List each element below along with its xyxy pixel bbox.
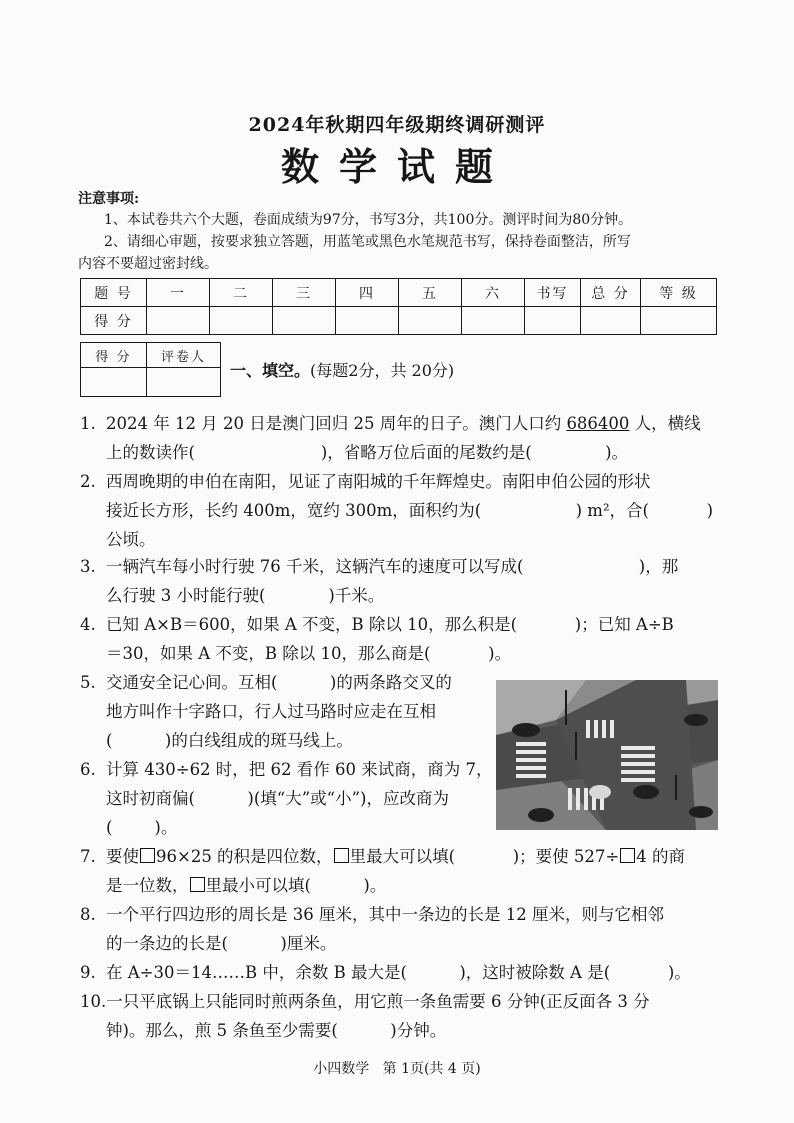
notes-item-1: 1、本试卷共六个大题，卷面成绩为97分，书写3分，共100分。测评时间为80分钟。 xyxy=(104,212,633,228)
question-text: 的一条边的长是( )厘米。 xyxy=(106,934,337,953)
score-header-cell: 四 xyxy=(336,279,399,307)
score-input-cell[interactable] xyxy=(581,307,641,335)
question-text: 上的数读作( )，省略万位后面的尾数约是( )。 xyxy=(106,443,629,462)
question-text: 2024 年 12 月 20 日是澳门回归 25 周年的日子。澳门人口约 xyxy=(106,414,567,433)
score-input-cell[interactable] xyxy=(273,307,336,335)
question-number: 8. xyxy=(80,905,96,924)
grader-name-cell[interactable] xyxy=(147,368,221,397)
score-input-cell[interactable] xyxy=(210,307,273,335)
question-text: ( )。 xyxy=(106,818,178,837)
question-number: 10. xyxy=(80,992,107,1011)
score-table-header-row xyxy=(81,279,717,307)
crossroads-illustration xyxy=(496,680,718,830)
score-input-cell[interactable] xyxy=(336,307,399,335)
score-header-cell: 一 xyxy=(147,279,210,307)
score-input-cell[interactable] xyxy=(641,307,717,335)
question-text: 已知 A×B＝600，如果 A 不变，B 除以 10，那么积是( )；已知 A÷B xyxy=(106,615,674,634)
question-text: 人，横线 xyxy=(629,414,701,433)
score-header-cell: 等 级 xyxy=(641,279,717,307)
score-table-score-row xyxy=(81,307,717,335)
question-number: 2. xyxy=(80,472,96,491)
page-footer: 小四数学 第 1页(共 4 页) xyxy=(313,1061,481,1077)
question-6 xyxy=(80,755,500,842)
question-text: 在 A÷30＝14……B 中，余数 B 最大是( )，这时被除数 A 是( )。 xyxy=(106,963,691,982)
score-row-label: 得 分 xyxy=(81,307,147,335)
score-header-cell: 五 xyxy=(399,279,462,307)
question-text: 是一位数， xyxy=(106,876,189,895)
question-text: 4 的商 xyxy=(636,847,685,866)
question-number: 6. xyxy=(80,760,96,779)
question-8 xyxy=(80,900,730,958)
question-text: 一个平行四边形的周长是 36 厘米，其中一条边的长是 12 厘米，则与它相邻 xyxy=(106,905,664,924)
question-7 xyxy=(80,842,730,900)
question-text: 里最小可以填( )。 xyxy=(205,876,387,895)
blank-box[interactable] xyxy=(334,848,349,863)
exam-title: 数学试题 xyxy=(280,144,513,189)
question-2 xyxy=(80,467,730,554)
score-input-cell[interactable] xyxy=(525,307,581,335)
score-table xyxy=(80,278,717,335)
question-text: 西周晚期的申伯在南阳，见证了南阳城的千年辉煌史。南阳申伯公园的形状 xyxy=(106,472,651,491)
section-1-title: 一、填空。 xyxy=(230,361,311,380)
notes-heading: 注意事项: xyxy=(78,191,140,207)
question-text: 一辆汽车每小时行驶 76 千米，这辆汽车的速度可以写成( )，那 xyxy=(106,557,679,576)
question-text: 计算 430÷62 时，把 62 看作 60 来试商，商为 7， xyxy=(106,760,493,779)
question-text: 交通安全记心间。互相( )的两条路交叉的 xyxy=(106,673,452,692)
question-number: 4. xyxy=(80,615,96,634)
blank-box[interactable] xyxy=(140,848,155,863)
score-header-cell: 题 号 xyxy=(81,279,147,307)
score-input-cell[interactable] xyxy=(147,307,210,335)
question-text: 这时初商偏( )(填“大”或“小”)，应改商为 xyxy=(106,789,449,808)
question-10 xyxy=(80,987,730,1045)
grader-score-label: 得 分 xyxy=(81,343,147,368)
score-header-cell: 二 xyxy=(210,279,273,307)
question-text: 钟)。那么，煎 5 条鱼至少需要( )分钟。 xyxy=(106,1021,447,1040)
question-text: 要使 xyxy=(106,847,139,866)
score-header-cell: 六 xyxy=(462,279,525,307)
grader-score-cell[interactable] xyxy=(81,368,147,397)
notes-item-2-line-1: 2、请细心审题，按要求独立答题，用蓝笔或黑色水笔规范书写，保持卷面整洁，所写 xyxy=(104,234,631,250)
question-text: 公顷。 xyxy=(106,530,156,549)
question-number: 1. xyxy=(80,414,96,433)
question-5 xyxy=(80,668,500,755)
question-text: 地方叫作十字路口，行人过马路时应走在互相 xyxy=(106,702,436,721)
question-3 xyxy=(80,552,730,610)
question-9 xyxy=(80,958,730,987)
score-header-cell: 书写 xyxy=(525,279,581,307)
notes-item-2-line-2: 内容不要超过密封线。 xyxy=(78,256,218,272)
question-text: 么行驶 3 小时能行驶( )千米。 xyxy=(106,586,385,605)
exam-subtitle: 2024年秋期四年级期终调研测评 xyxy=(248,114,546,136)
question-text: ＝30，如果 A 不变，B 除以 10，那么商是( )。 xyxy=(106,644,512,663)
grader-table xyxy=(80,342,221,397)
score-header-cell: 三 xyxy=(273,279,336,307)
question-4 xyxy=(80,610,730,668)
section-1-note: (每题2分，共 20分) xyxy=(310,361,455,380)
question-text: 96×25 的积是四位数， xyxy=(156,847,333,866)
score-input-cell[interactable] xyxy=(399,307,462,335)
blank-box[interactable] xyxy=(620,848,635,863)
score-header-cell: 总 分 xyxy=(581,279,641,307)
question-number: 9. xyxy=(80,963,96,982)
crossroads-photo xyxy=(496,680,718,830)
question-text: 里最大可以填( )；要使 527÷ xyxy=(349,847,620,866)
question-1 xyxy=(80,409,730,467)
underlined-number: 686400 xyxy=(566,414,630,433)
grader-name-label: 评卷人 xyxy=(147,343,221,368)
question-number: 7. xyxy=(80,847,96,866)
question-number: 3. xyxy=(80,557,96,576)
question-text: ( )的白线组成的斑马线上。 xyxy=(106,731,353,750)
section-1-heading xyxy=(230,358,454,381)
question-text: 一只平底锅上只能同时煎两条鱼，用它煎一条鱼需要 6 分钟(正反面各 3 分 xyxy=(106,992,650,1011)
score-input-cell[interactable] xyxy=(462,307,525,335)
blank-box[interactable] xyxy=(190,877,205,892)
question-text: 接近长方形，长约 400m，宽约 300m，面积约为( ) m²，合( ) xyxy=(106,501,714,520)
question-number: 5. xyxy=(80,673,96,692)
